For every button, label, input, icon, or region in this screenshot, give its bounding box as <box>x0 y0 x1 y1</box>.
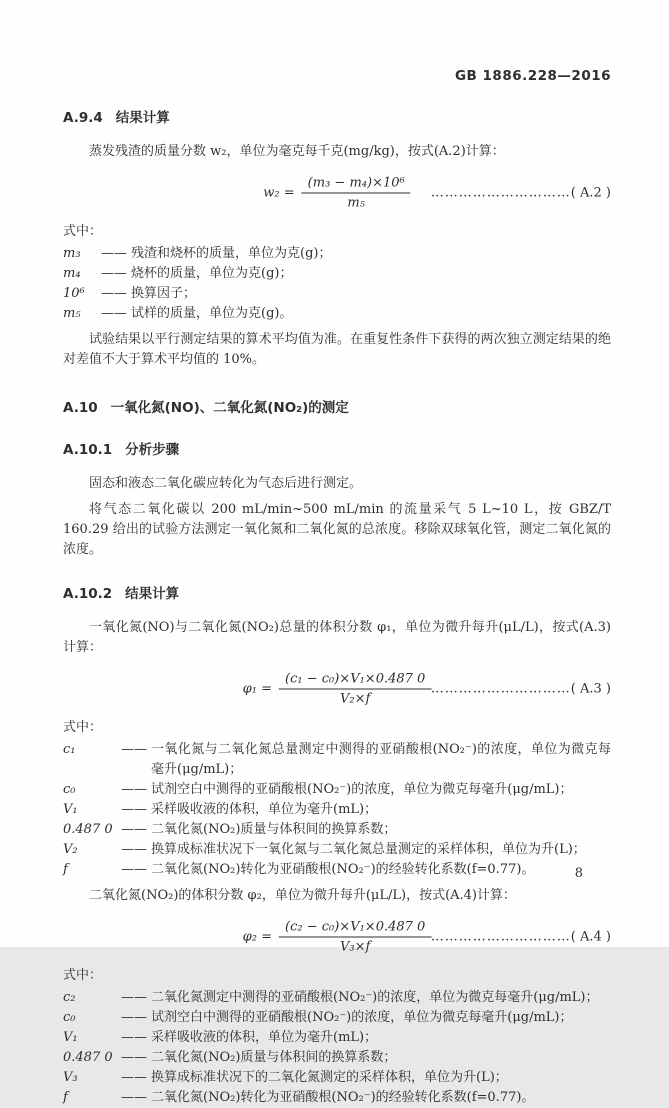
para-a102-intro1: 一氧化氮(NO)与二氧化氮(NO₂)总量的体积分数 φ₁，单位为微升每升(μL/L)，按式(A.3)计算： <box>63 620 611 655</box>
numerator: (c₁ − c₀)×V₁×0.487 0 <box>279 672 431 690</box>
equation-reference <box>431 930 611 945</box>
symbol: 10⁶ <box>63 286 85 301</box>
para-a101-1: 固态和液态二氧化碳应转化为气态后进行测定。 <box>89 476 363 491</box>
equation-label: ( A.4 ) <box>570 929 611 945</box>
page-number: 8 <box>574 866 583 881</box>
definition-item <box>63 860 611 880</box>
para-a94-intro: 蒸发残渣的质量分数 w₂，单位为毫克每千克(mg/kg)，按式(A.2)计算： <box>89 144 505 159</box>
definition-text: 试剂空白中测得的亚硝酸根(NO₂⁻)的浓度，单位为微克每毫升(μg/mL)； <box>151 782 573 797</box>
symbol: 0.487 0 <box>63 822 113 837</box>
dot-leader: ………………………… <box>430 929 571 945</box>
symbol: c₀ <box>63 782 76 797</box>
formula-a3-body <box>243 672 432 707</box>
dash: —— <box>121 802 147 817</box>
doc-number: GB 1886.228—2016 <box>454 68 611 84</box>
definition-item <box>63 1008 611 1028</box>
fraction <box>302 176 411 211</box>
formula-a2 <box>63 170 611 216</box>
dash: —— <box>121 782 147 797</box>
heading-title: 一氧化氮(NO)、二氧化氮(NO₂)的测定 <box>110 400 349 416</box>
dash: —— <box>121 1090 147 1105</box>
symbol: V₁ <box>63 802 78 817</box>
heading-a102 <box>63 582 611 602</box>
dash: —— <box>121 822 147 837</box>
fraction <box>279 672 431 707</box>
formula-a4 <box>63 914 611 960</box>
dash: —— <box>121 842 147 857</box>
definition-text: 二氧化氮(NO₂)质量与体积间的换算系数； <box>151 1050 397 1065</box>
dash: —— <box>101 306 127 321</box>
definition-item <box>63 284 611 304</box>
where-label-a4: 式中： <box>63 968 103 983</box>
formula-a3 <box>63 666 611 712</box>
definition-text: 二氧化氮(NO₂)转化为亚硝酸根(NO₂⁻)的经验转化系数(f=0.77)。 <box>151 862 535 877</box>
heading-number: A.10.2 <box>63 586 113 602</box>
definition-item <box>63 1048 611 1068</box>
page-content <box>63 68 611 1108</box>
formula-lhs: φ₁ = <box>242 681 273 697</box>
dot-leader: ………………………… <box>430 681 571 697</box>
definition-text: 烧杯的质量，单位为克(g)； <box>131 266 293 281</box>
dash: —— <box>121 862 147 877</box>
doc-header <box>63 68 611 84</box>
dash: —— <box>121 1030 147 1045</box>
heading-a94 <box>63 106 611 126</box>
heading-number: A.10 <box>63 400 98 416</box>
definition-text: 试剂空白中测得的亚硝酸根(NO₂⁻)的浓度，单位为微克每毫升(μg/mL)； <box>151 1010 573 1025</box>
dash: —— <box>121 1050 147 1065</box>
definition-item <box>63 740 611 780</box>
symbol: m₄ <box>63 266 81 281</box>
definition-item <box>63 820 611 840</box>
definition-text: 残渣和烧杯的质量，单位为克(g)； <box>131 246 332 261</box>
definition-text: 换算因子； <box>131 286 197 301</box>
dash: —— <box>121 990 147 1005</box>
equation-reference <box>431 682 611 697</box>
symbol: f <box>63 862 68 877</box>
heading-a10 <box>63 396 611 416</box>
definition-item <box>63 264 611 284</box>
symbol: c₁ <box>63 742 76 757</box>
heading-title: 结果计算 <box>125 586 180 602</box>
equation-reference <box>431 186 611 201</box>
heading-number: A.9.4 <box>63 110 103 126</box>
formula-lhs: φ₂ = <box>242 929 273 945</box>
para-a102-intro2: 二氧化氮(NO₂)的体积分数 φ₂，单位为微升每升(μL/L)，按式(A.4)计算： <box>89 888 517 903</box>
heading-number: A.10.1 <box>63 442 113 458</box>
equation-label: ( A.2 ) <box>570 185 611 201</box>
dash: —— <box>101 246 127 261</box>
definition-text: 换算成标准状况下的二氧化氮测定的采样体积，单位为升(L)； <box>151 1070 508 1085</box>
formula-lhs: w₂ = <box>263 185 295 201</box>
para-a101-2: 将气态二氧化碳以 200 mL/min~500 mL/min 的流量采气 5 L~10 L，按 GBZ/T 160.29 给出的试验方法测定一氧化氮和二氧化氮的总浓度。移除双球氧化管，测定二氧化氮的浓度。 <box>63 502 611 557</box>
symbol: f <box>63 1090 68 1105</box>
definition-item <box>63 1068 611 1088</box>
dash: —— <box>121 1070 147 1085</box>
equation-label: ( A.3 ) <box>570 681 611 697</box>
numerator: (c₂ − c₀)×V₁×0.487 0 <box>279 920 431 938</box>
where-label-a3: 式中： <box>63 720 103 735</box>
symbol: m₅ <box>63 306 81 321</box>
symbol: 0.487 0 <box>63 1050 113 1065</box>
para-a94-closing: 试验结果以平行测定结果的算术平均值为准。在重复性条件下获得的两次独立测定结果的绝对差值不大于算术平均值的 10%。 <box>63 332 611 367</box>
definition-item <box>63 244 611 264</box>
symbol: V₂ <box>63 842 78 857</box>
formula-a4-body <box>243 920 432 955</box>
heading-a101 <box>63 438 611 458</box>
definition-text: 采样吸收液的体积，单位为毫升(mL)； <box>151 802 378 817</box>
heading-title: 分析步骤 <box>125 442 180 458</box>
denominator: m₅ <box>347 195 365 211</box>
symbol: V₁ <box>63 1030 78 1045</box>
definition-item <box>63 780 611 800</box>
definition-text: 二氧化氮(NO₂)质量与体积间的换算系数； <box>151 822 397 837</box>
definition-text: 换算成标准状况下一氧化氮与二氧化氮总量测定的采样体积，单位为升(L)； <box>151 842 586 857</box>
definition-text: 一氧化氮与二氧化氮总量测定中测得的亚硝酸根(NO₂⁻)的浓度，单位为微克每毫升(μg/mL)； <box>151 742 611 777</box>
definition-item <box>63 988 611 1008</box>
definition-text: 采样吸收液的体积，单位为毫升(mL)； <box>151 1030 378 1045</box>
definition-item <box>63 1088 611 1108</box>
heading-title: 结果计算 <box>115 110 170 126</box>
dash: —— <box>121 742 147 757</box>
definition-item <box>63 1028 611 1048</box>
denominator: V₃×f <box>340 939 371 955</box>
denominator: V₂×f <box>340 691 371 707</box>
dot-leader: ………………………… <box>430 185 571 201</box>
symbol: V₃ <box>63 1070 78 1085</box>
definition-item <box>63 304 611 324</box>
formula-a2-body <box>263 176 410 211</box>
dash: —— <box>101 266 127 281</box>
fraction <box>279 920 431 955</box>
definition-item <box>63 840 611 860</box>
where-label-a2: 式中： <box>63 224 103 239</box>
definition-text: 试样的质量，单位为克(g)。 <box>131 306 293 321</box>
definition-text: 二氧化氮测定中测得的亚硝酸根(NO₂⁻)的浓度，单位为微克每毫升(μg/mL)； <box>151 990 599 1005</box>
definition-text: 二氧化氮(NO₂)转化为亚硝酸根(NO₂⁻)的经验转化系数(f=0.77)。 <box>151 1090 535 1105</box>
dash: —— <box>121 1010 147 1025</box>
symbol: c₀ <box>63 1010 76 1025</box>
dash: —— <box>101 286 127 301</box>
symbol: c₂ <box>63 990 76 1005</box>
definition-item <box>63 800 611 820</box>
numerator: (m₃ − m₄)×10⁶ <box>302 176 411 194</box>
symbol: m₃ <box>63 246 81 261</box>
